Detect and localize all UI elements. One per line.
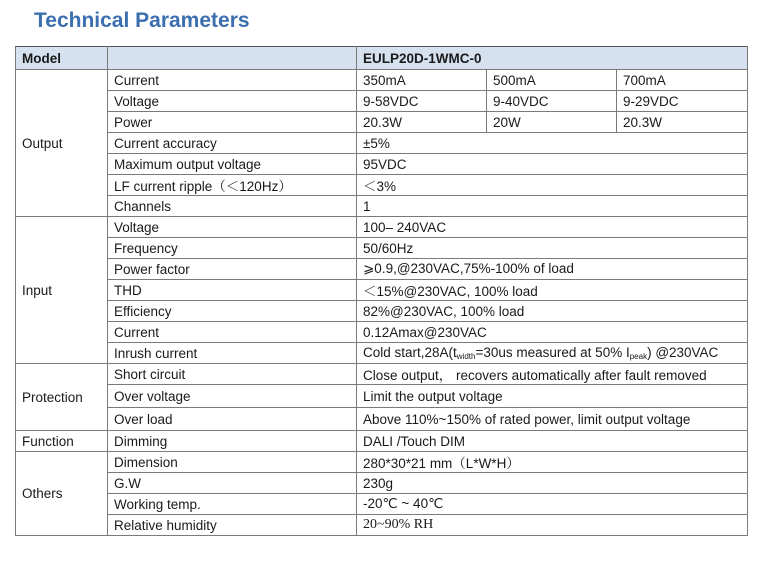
row-label: Working temp.: [108, 494, 357, 515]
row-label: Dimension: [108, 452, 357, 473]
row-label: Frequency: [108, 238, 357, 259]
table-row: [16, 408, 748, 431]
table-row: [16, 452, 748, 473]
row-label: LF current ripple（＜120Hz）: [108, 175, 357, 196]
row-label: Channels: [108, 196, 357, 217]
row-label: Current: [108, 322, 357, 343]
row-label: Current accuracy: [108, 133, 357, 154]
inrush-subscript-width: width: [456, 352, 476, 361]
table-row: [16, 364, 748, 385]
inrush-text-2: =30us measured at 50% I: [475, 345, 630, 360]
table-row: [16, 385, 748, 408]
table-row: [16, 473, 748, 494]
cell-value: DALI /Touch DIM: [357, 431, 748, 452]
inrush-text-3: ) @230VAC: [647, 345, 719, 360]
cell-value: 0.12Amax@230VAC: [357, 322, 748, 343]
row-label: G.W: [108, 473, 357, 494]
table-row: [16, 301, 748, 322]
table-row: [16, 154, 748, 175]
table-row: [16, 91, 748, 112]
table-header-row: [16, 47, 748, 70]
table-row: [16, 322, 748, 343]
row-label: Relative humidity: [108, 515, 357, 536]
cell-value: ⩾0.9,@230VAC,75%-100% of load: [357, 259, 748, 280]
cell-value: 700mA: [617, 70, 748, 91]
cell-value-inrush: [357, 343, 748, 364]
table-row: [16, 259, 748, 280]
group-function: Function: [16, 431, 108, 452]
cell-value: Limit the output voltage: [357, 385, 748, 408]
row-label: Current: [108, 70, 357, 91]
row-label: Efficiency: [108, 301, 357, 322]
cell-value: 82%@230VAC, 100% load: [357, 301, 748, 322]
cell-value: 230g: [357, 473, 748, 494]
group-others: Others: [16, 452, 108, 536]
cell-value: ＜15%@230VAC, 100% load: [357, 280, 748, 301]
cell-value: 20.3W: [617, 112, 748, 133]
model-label: Model: [16, 47, 108, 70]
table-row: [16, 494, 748, 515]
cell-value: 50/60Hz: [357, 238, 748, 259]
table-row: [16, 133, 748, 154]
table-row: [16, 238, 748, 259]
table-row: [16, 70, 748, 91]
row-label: Over load: [108, 408, 357, 431]
group-output: Output: [16, 70, 108, 217]
cell-value: Close output， recovers automatically after fault removed: [357, 364, 748, 385]
cell-value: -20℃ ~ 40℃: [357, 494, 748, 515]
table-row: [16, 112, 748, 133]
cell-value: 280*30*21 mm（L*W*H）: [357, 452, 748, 473]
inrush-text-1: Cold start,28A(t: [363, 345, 457, 360]
cell-value: 9-29VDC: [617, 91, 748, 112]
row-label: Voltage: [108, 91, 357, 112]
cell-value: 500mA: [487, 70, 617, 91]
cell-value: 20.3W: [357, 112, 487, 133]
group-protection: Protection: [16, 364, 108, 431]
technical-parameters-table: [15, 46, 748, 536]
table-row: [16, 431, 748, 452]
cell-value: 100– 240VAC: [357, 217, 748, 238]
model-value: EULP20D-1WMC-0: [357, 47, 748, 70]
table-row: [16, 280, 748, 301]
row-label: Power: [108, 112, 357, 133]
row-label: Power factor: [108, 259, 357, 280]
table-row: [16, 217, 748, 238]
row-label: Maximum output voltage: [108, 154, 357, 175]
row-label: THD: [108, 280, 357, 301]
cell-value: Above 110%~150% of rated power, limit output voltage: [357, 408, 748, 431]
inrush-subscript-peak: peak: [629, 352, 648, 361]
cell-value: 20~90% RH: [357, 515, 748, 536]
table-row: [16, 196, 748, 217]
table-row: [16, 175, 748, 196]
cell-value: 1: [357, 196, 748, 217]
cell-value: 350mA: [357, 70, 487, 91]
cell-value: ＜3%: [357, 175, 748, 196]
cell-value: 20W: [487, 112, 617, 133]
row-label: Voltage: [108, 217, 357, 238]
cell-value: 95VDC: [357, 154, 748, 175]
table-row: [16, 515, 748, 536]
row-label: Inrush current: [108, 343, 357, 364]
cell-value: 9-40VDC: [487, 91, 617, 112]
page-title: Technical Parameters: [34, 9, 250, 32]
row-label: Short circuit: [108, 364, 357, 385]
group-input: Input: [16, 217, 108, 364]
cell-value: 9-58VDC: [357, 91, 487, 112]
row-label: Dimming: [108, 431, 357, 452]
cell-value: ±5%: [357, 133, 748, 154]
table-row: [16, 343, 748, 364]
row-label: Over voltage: [108, 385, 357, 408]
